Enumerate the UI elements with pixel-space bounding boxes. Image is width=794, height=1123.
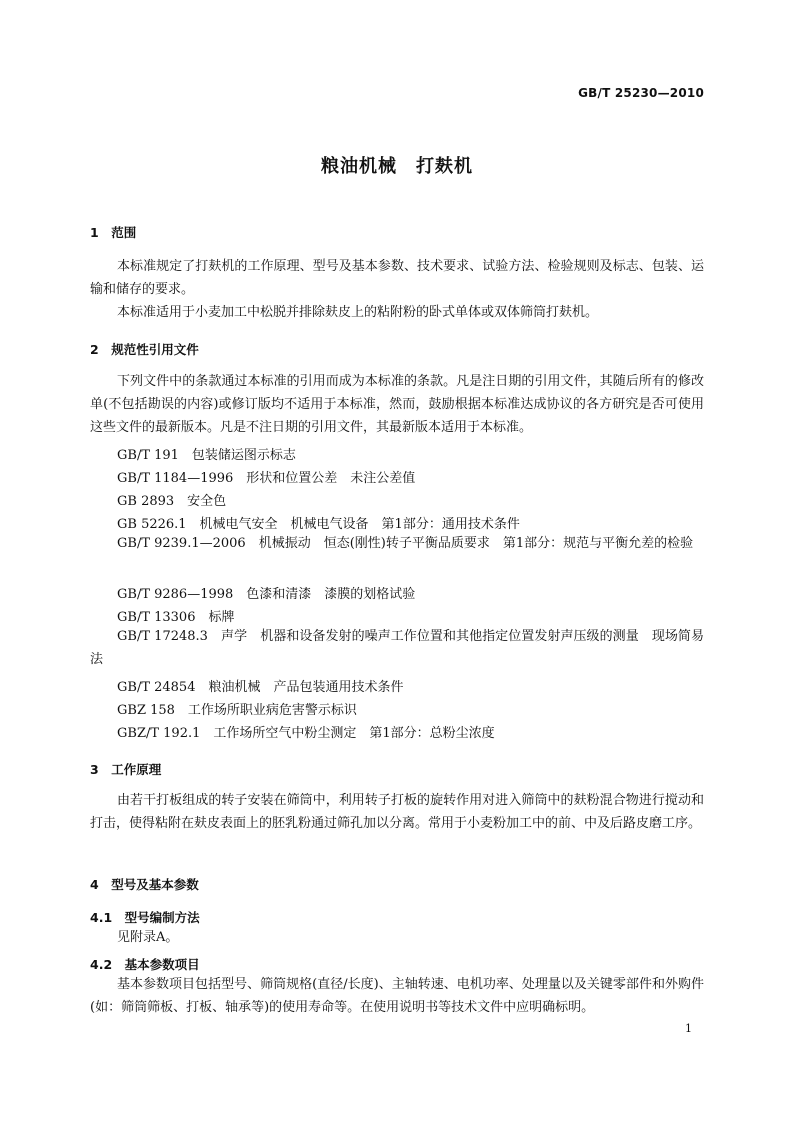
subsection-4-2-paragraph: 基本参数项目包括型号、筛筒规格(直径/长度)、主轴转速、电机功率、处理量以及关键零部件和外购件(如：筛筒筛板、打板、轴承等)的使用寿命等。在使用说明书等技术文件中应明确标明。	[90, 977, 704, 1015]
section-2-intro: 下列文件中的条款通过本标准的引用而成为本标准的条款。凡是注日期的引用文件，其随后所有的修改单(不包括勘误的内容)或修订版均不适用于本标准，然而，鼓励根据本标准达成协议的各方研究是否可使用这些文件的最新版本。凡是不注日期的引用文件，其最新版本适用于本标准。	[90, 374, 704, 435]
section-3-heading: 3 工作原理	[90, 762, 162, 777]
subsection-4-1-paragraph: 见附录A。	[117, 930, 179, 945]
document-title: 粮油机械 打麸机	[321, 156, 473, 177]
reference-item: GB 2893 安全色	[117, 494, 227, 509]
reference-item: GBZ 158 工作场所职业病危害警示标识	[117, 703, 357, 718]
reference-item: GB 5226.1 机械电气安全 机械电气设备 第1部分：通用技术条件	[117, 517, 520, 532]
reference-item: GB/T 1184—1996 形状和位置公差 未注公差值	[117, 471, 416, 486]
subsection-4-1-heading: 4.1 型号编制方法	[90, 910, 200, 925]
reference-item: GB/T 191 包装储运图示标志	[117, 448, 296, 463]
section-2-heading: 2 规范性引用文件	[90, 342, 199, 357]
reference-item: GB/T 13306 标牌	[117, 610, 235, 625]
section-1-heading: 1 范围	[90, 225, 137, 240]
section-1-paragraph-2: 本标准适用于小麦加工中松脱并排除麸皮上的粘附粉的卧式单体或双体筛筒打麸机。	[117, 305, 599, 320]
section-3-paragraph: 由若干打板组成的转子安装在筛筒中，利用转子打板的旋转作用对进入筛筒中的麸粉混合物进行搅动和打击，使得粘附在麸皮表面上的胚乳粉通过筛孔加以分离。常用于小麦粉加工中的前、中及后路皮磨工序。	[90, 793, 704, 831]
subsection-4-2-heading: 4.2 基本参数项目	[90, 957, 200, 972]
section-1-paragraph-1: 本标准规定了打麸机的工作原理、型号及基本参数、技术要求、试验方法、检验规则及标志、包装、运输和储存的要求。	[90, 259, 704, 297]
reference-item: GB/T 9239.1—2006 机械振动 恒态(刚性)转子平衡品质要求 第1部分：规范与平衡允差的检验	[117, 536, 694, 551]
reference-item: GB/T 9286—1998 色漆和清漆 漆膜的划格试验	[117, 587, 416, 602]
section-4-heading: 4 型号及基本参数	[90, 877, 199, 892]
reference-item: GB/T 24854 粮油机械 产品包装通用技术条件	[117, 680, 404, 695]
reference-item: GB/T 17248.3 声学 机器和设备发射的噪声工作位置和其他指定位置发射声压级的测量 现场简易法	[90, 629, 704, 667]
standard-code: GB/T 25230—2010	[578, 86, 704, 100]
page-number: 1	[685, 1022, 692, 1035]
reference-item: GBZ/T 192.1 工作场所空气中粉尘测定 第1部分：总粉尘浓度	[117, 726, 495, 741]
